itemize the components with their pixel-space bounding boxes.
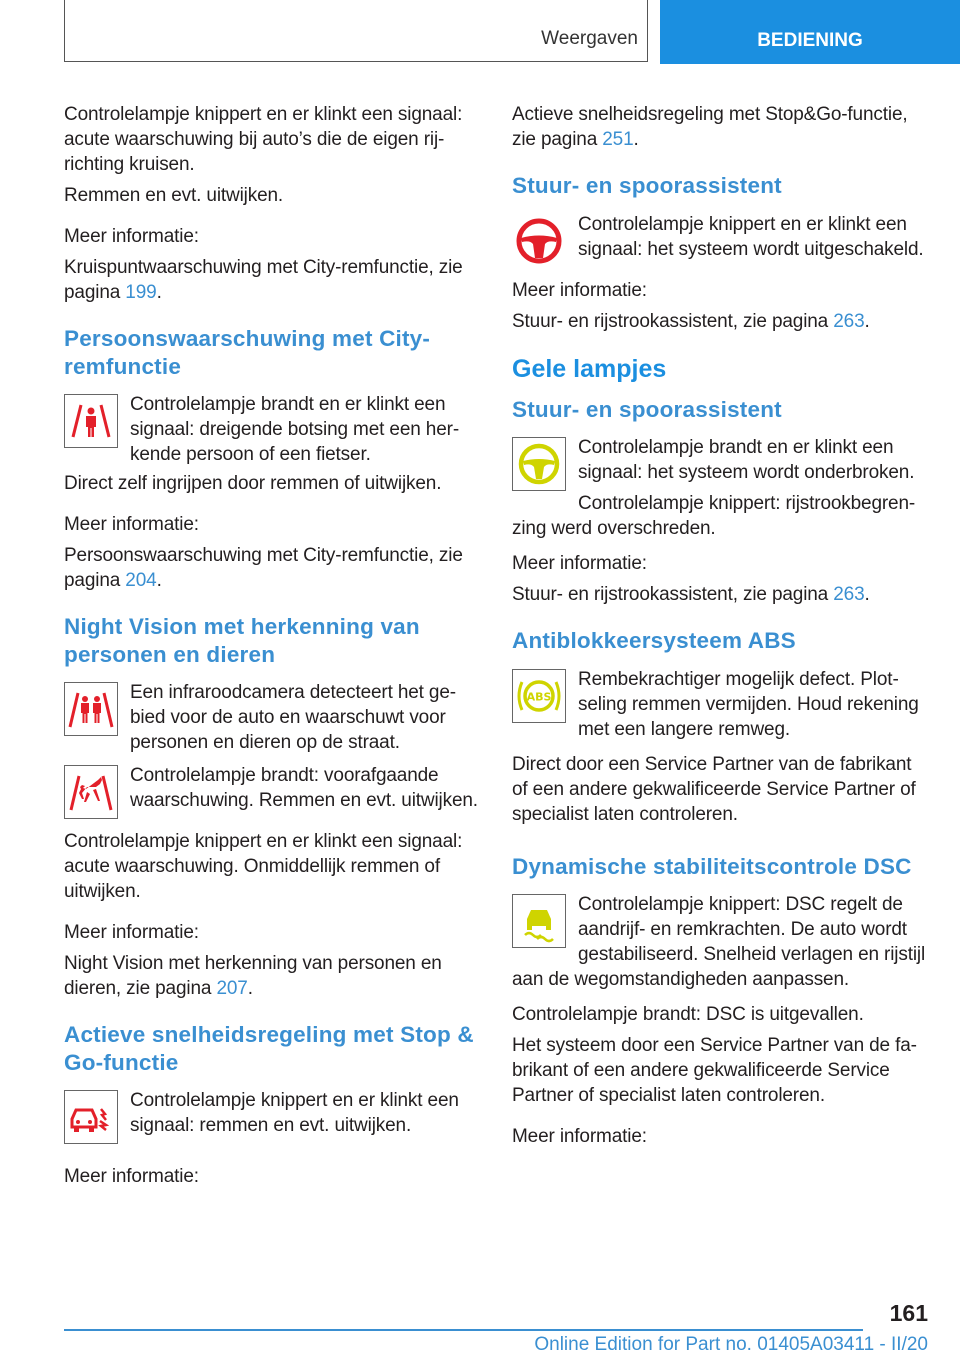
car-collision-warning-icon: [64, 1090, 118, 1144]
indicator-item: [512, 892, 930, 992]
indicator-item: [64, 392, 478, 467]
paragraph: Meer informatie:: [64, 514, 199, 535]
steering-wheel-red-icon: [512, 214, 566, 268]
paragraph: Controlelampje brandt: DSC is uitgevallen.: [512, 1004, 864, 1025]
reference-end: .: [864, 310, 870, 332]
indicator-item: [64, 680, 478, 755]
indicator-item: [512, 667, 930, 742]
animal-warning-icon: [64, 765, 118, 819]
page-link[interactable]: 263: [833, 584, 865, 605]
header-section-title: Weergaven: [541, 28, 638, 49]
paragraph: Direct door een Service Partner van de fabrikant of een andere gekwalificeerde Service Partner of specialist laten controleren.: [512, 753, 916, 825]
page-link[interactable]: 199: [125, 282, 157, 303]
paragraph: Controlelampje knippert en er klinkt een signaal: acute waarschuwing. Onmiddellijk remmen of uitwijken.: [64, 831, 463, 902]
paragraph: Meer informatie:: [512, 279, 647, 301]
reference-end: .: [156, 282, 162, 303]
reference-text: Stuur- en rijstrookassistent, zie pagina: [512, 584, 834, 605]
indicator-description: Controlelampje brandt en er klinkt een signaal: het systeem wordt onderbroken.: [578, 437, 915, 483]
paragraph: Meer informatie:: [512, 553, 647, 574]
section-heading: Night Vision met herkenning van personen en dieren: [64, 614, 420, 667]
cross-reference: [512, 102, 930, 152]
indicator-item: [512, 212, 930, 262]
stability-control-icon: [512, 894, 566, 948]
section-heading: Actieve snelheidsregeling met Stop & Go-functie: [64, 1022, 474, 1075]
steering-wheel-yellow-icon: [512, 437, 566, 491]
page-link[interactable]: 204: [125, 570, 157, 591]
cross-reference: [64, 543, 478, 593]
reference-end: .: [864, 584, 870, 605]
indicator-item: [64, 1088, 478, 1138]
chapter-heading: Gele lampjes: [512, 354, 667, 383]
cross-reference: [512, 582, 930, 607]
reference-end: .: [247, 978, 253, 999]
right-column: [512, 102, 930, 1149]
indicator-description: Controlelampje knippert: DSC regelt de aandrijf- en remkrachten. De auto wordt gestabiliseerd. Snelheid verlagen en rijstijl aan de wegomstandigheden aanpassen.: [512, 894, 926, 990]
cross-reference: [64, 255, 478, 305]
indicator-item: [512, 435, 930, 541]
edition-footer: Online Edition for Part no. 01405A03411 - II/20: [534, 1334, 928, 1355]
paragraph: Meer informatie:: [64, 922, 199, 943]
indicator-description: Controlelampje knippert en er klinkt een signaal: het systeem wordt uitgeschakeld.: [578, 213, 924, 260]
cross-reference: [64, 951, 478, 1001]
page-link[interactable]: 207: [216, 978, 248, 999]
page-number: 161: [889, 1300, 928, 1326]
cross-reference: [512, 309, 930, 334]
indicator-description: Controlelampje knippert: rijstrookbegrenzing werd overschreden.: [512, 493, 916, 539]
reference-end: .: [633, 129, 639, 150]
section-heading: Persoonswaarschuwing met City-remfunctie: [64, 326, 431, 379]
paragraph: Meer informatie:: [64, 226, 199, 247]
indicator-description: Rembekrachtiger mogelijk defect. Plotseling remmen vermijden. Houd rekening met een langere remweg.: [578, 668, 919, 740]
reference-text: Kruispuntwaarschuwing met City-remfunctie, zie pagina: [64, 257, 463, 303]
section-heading: Stuur- en spoorassistent: [512, 173, 782, 198]
pedestrian-warning-icon: [64, 394, 118, 448]
abs-icon-label: ABS: [526, 690, 552, 703]
indicator-description: Controlelampje brandt: voorafgaande waarschuwing. Remmen en evt. uitwijken.: [130, 765, 478, 811]
persons-warning-icon: [64, 682, 118, 736]
section-heading: Stuur- en spoorassistent: [512, 396, 782, 422]
page-link[interactable]: 251: [602, 129, 634, 150]
indicator-description: Controlelampje brandt en er klinkt een signaal: dreigende botsing met een herkende persoon of een fietser.: [130, 394, 460, 465]
indicator-description: Controlelampje knippert en er klinkt een signaal: remmen en evt. uitwijken.: [130, 1090, 459, 1136]
abs-icon: [512, 669, 566, 723]
reference-text: Persoonswaarschuwing met City-remfunctie, zie pagina: [64, 545, 463, 591]
reference-text: Actieve snelheidsregeling met Stop&Go-functie, zie pagina: [512, 104, 908, 150]
indicator-item: [64, 763, 478, 813]
footer-divider: [64, 1329, 863, 1331]
reference-end: .: [156, 570, 162, 591]
indicator-description: Een infraroodcamera detecteert het gebied voor de auto en waarschuwt voor personen en dieren op de straat.: [130, 682, 457, 753]
left-column: [64, 102, 478, 1189]
paragraph: Controlelampje knippert en er klinkt een signaal: acute waarschuwing bij auto’s die de eigen rijrichting kruisen.: [64, 104, 463, 175]
reference-text: Night Vision met herkenning van personen en dieren, zie pagina: [64, 953, 442, 999]
reference-text: Stuur- en rijstrookassistent, zie pagina: [512, 310, 834, 332]
paragraph: Meer informatie:: [512, 1126, 647, 1147]
paragraph: Meer informatie:: [64, 1166, 199, 1187]
section-heading: Antiblokkeersysteem ABS: [512, 628, 796, 653]
page-link[interactable]: 263: [833, 310, 865, 332]
paragraph: Remmen en evt. uitwijken.: [64, 185, 284, 206]
paragraph: Direct zelf ingrijpen door remmen of uitwijken.: [64, 473, 442, 494]
header-chapter-tab: BEDIENING: [660, 0, 960, 64]
section-heading: Dynamische stabiliteitscontrole DSC: [512, 853, 912, 879]
paragraph: Het systeem door een Service Partner van de fabrikant of een andere gekwalificeerde Service Partner of specialist laten controleren.: [512, 1035, 917, 1106]
